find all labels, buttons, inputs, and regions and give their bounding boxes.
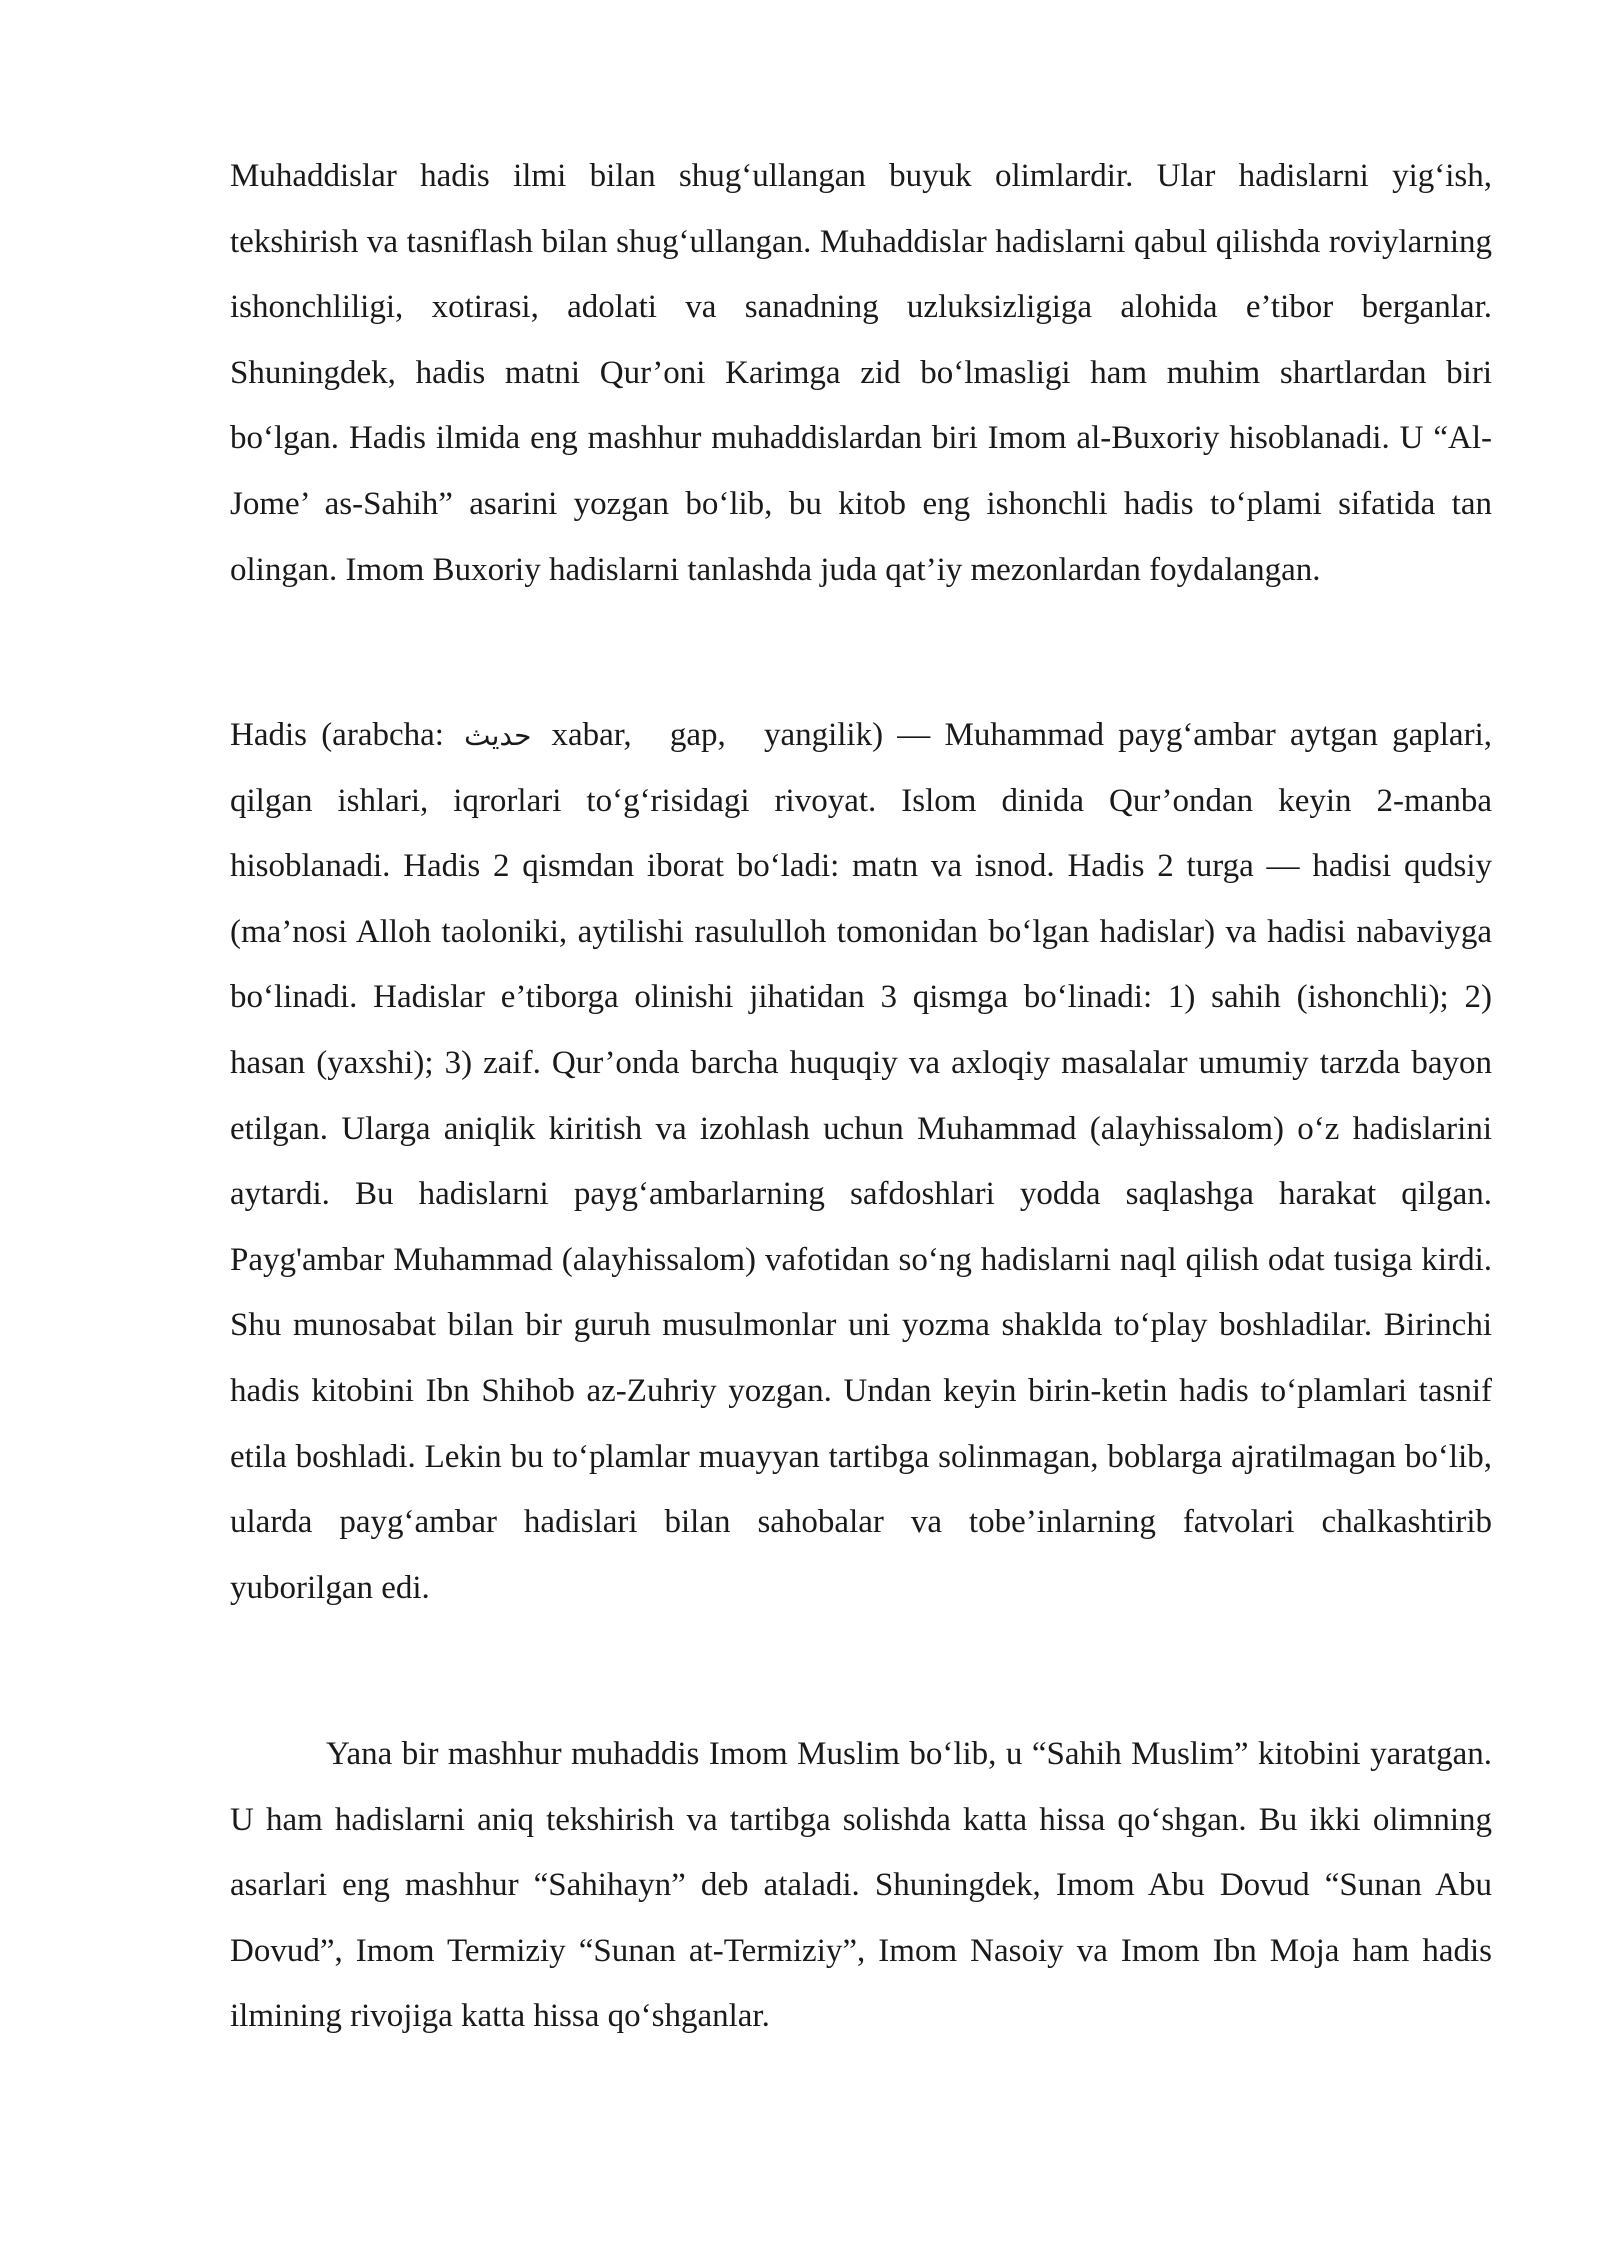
paragraph-text: — Muhammad payg‘ambar aytgan gaplari, qilgan ishlari, iqrorlari to‘g‘risidagi rivoyat. Islom dinida Qur’ondan keyin 2-manba hisoblanadi. Hadis 2 qismdan iborat bo‘ladi: matn va isnod. Hadis 2 turga — hadisi qudsiy (ma’nosi Alloh taoloniki, aytilishi rasululloh tomonidan bo‘lgan hadislar) va hadisi nabaviyga bo‘linadi. Hadislar e’tiborga olinishi jihatidan 3 qismga bo‘linadi: 1) sahih (ishonchli); 2) hasan (yaxshi); 3) zaif. Qur’onda barcha huquqiy va axloqiy masalalar umumiy tarzda bayon etilgan. Ularga aniqlik kiritish va izohlash uchun Muhammad (alayhissalom) o‘z hadislarini aytardi. Bu hadislarni payg‘ambarlarning safdoshlari yodda saqlashga harakat qilgan. Payg'ambar Muhammad (alayhissalom) vafotidan so‘ng hadislarni naql qilish odat tusiga kirdi. Shu munosabat bilan bir guruh musulmonlar uni yozma shaklda to‘play boshladilar. Birinchi hadis kitobini Ibn Shihob az-Zuhriy yozgan. Undan keyin birin-ketin hadis to‘plamlari tasnif etila boshladi. Lekin bu to‘plamlar muayyan tartibga solinmagan, boblarga ajratilmagan bo‘lib, ularda payg‘ambar hadislari bilan sahobalar va tobe’inlarning fatvolari chalkashtirib yuborilgan edi. bbox=[230, 717, 1492, 1606]
paragraph-hadis-definition bbox=[230, 703, 1492, 1621]
paragraph-gloss: xabar, gap, yangilik) bbox=[551, 717, 884, 753]
paragraph-text: Yana bir mashhur muhaddis Imom Muslim bo‘lib, u “Sahih Muslim” kitobini yaratgan. U ham hadislarni aniq tekshirish va tartibga solishda katta hissa qo‘shgan. Bu ikki olimning asarlari eng mashhur “Sahihayn” deb ataladi. Shuningdek, Imom Abu Dovud “Sunan Abu Dovud”, Imom Termiziy “Sunan at-Termiziy”, Imom Nasoiy va Imom Ibn Moja ham hadis ilmining rivojiga katta hissa qo‘shganlar. bbox=[230, 1736, 1492, 2035]
paragraph-lead: Hadis (arabcha: bbox=[230, 717, 444, 753]
paragraph-muhaddislar bbox=[230, 144, 1492, 603]
paragraph-text: Muhaddislar hadis ilmi bilan shug‘ullangan buyuk olimlardir. Ular hadislarni yig‘ish, tekshirish va tasniflash bilan shug‘ullangan. Muhaddislar hadislarni qabul qilishda roviylarning ishonchliligi, xotirasi, adolati va sanadning uzluksizligiga alohida e’tibor berganlar. Shuningdek, hadis matni Qur’oni Karimga zid bo‘lmasligi ham muhim shartlardan biri bo‘lgan. Hadis ilmida eng mashhur muhaddislardan biri Imom al-Buxoriy hisoblanadi. U “Al-Jome’ as-Sahih” asarini yozgan bo‘lib, bu kitob eng ishonchli hadis to‘plami sifatida tan olingan. Imom Buxoriy hadislarni tanlashda juda qat’iy mezonlardan foydalangan. bbox=[230, 158, 1492, 588]
paragraph-imom-muslim bbox=[230, 1722, 1492, 2050]
arabic-word: حديث bbox=[464, 719, 532, 752]
